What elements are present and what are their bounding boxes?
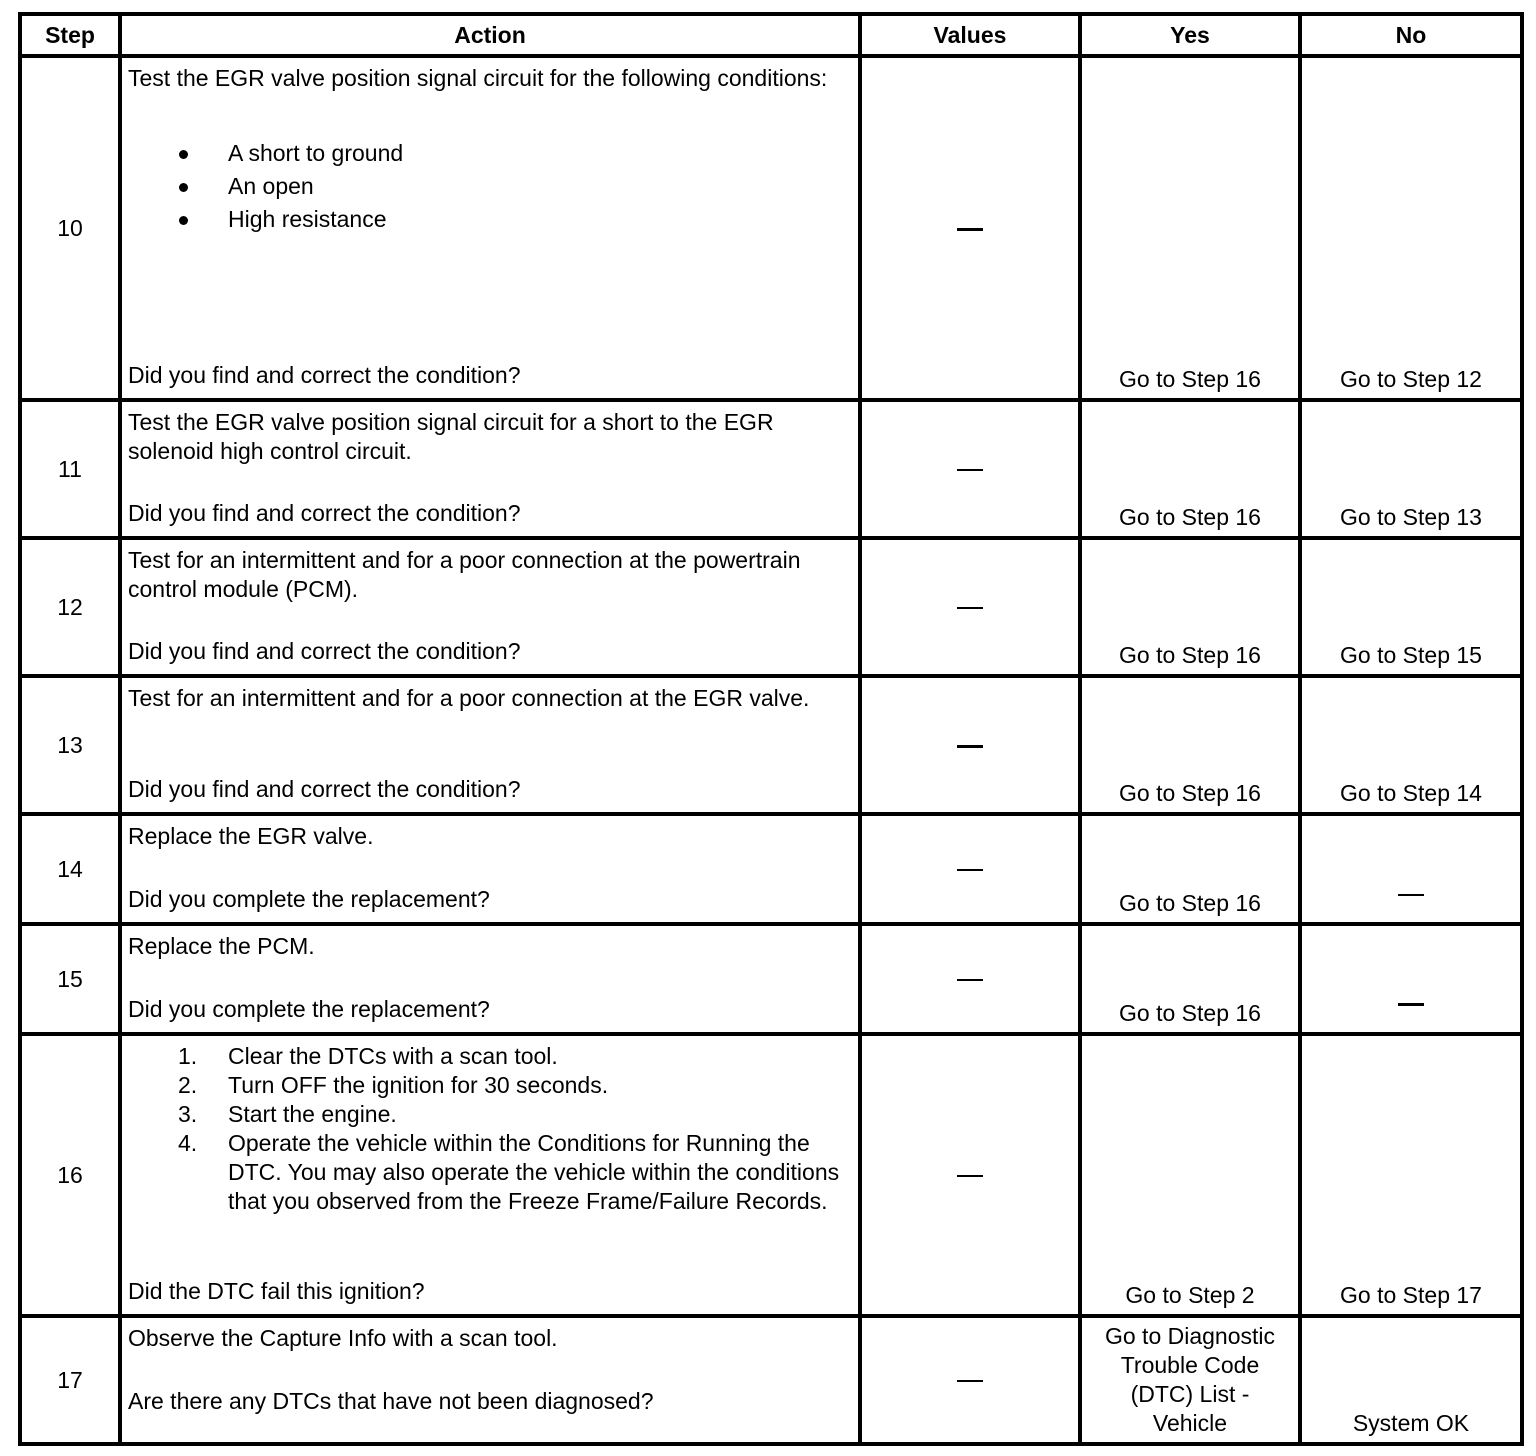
header-yes: Yes bbox=[1080, 14, 1300, 56]
no-link: Go to Step 17 bbox=[1340, 1282, 1482, 1308]
action-instruction: Replace the PCM. bbox=[128, 933, 315, 959]
action-cell bbox=[120, 814, 860, 924]
diagnostic-table bbox=[18, 12, 1524, 1446]
values-cell bbox=[860, 538, 1080, 676]
condition-list bbox=[128, 137, 848, 236]
list-item: 1. Clear the DTCs with a scan tool. bbox=[178, 1043, 558, 1069]
yes-cell bbox=[1080, 924, 1300, 1034]
yes-cell bbox=[1080, 538, 1300, 676]
action-instruction: Replace the EGR valve. bbox=[128, 823, 374, 849]
list-item: 4. Operate the vehicle within the Conditions for Running the DTC. You may also operate the vehicle within the conditions that you observed from the Freeze Frame/Failure Records. bbox=[178, 1130, 840, 1214]
no-cell bbox=[1300, 676, 1522, 814]
dash-value bbox=[957, 1380, 983, 1382]
yes-link: Go to Step 16 bbox=[1119, 780, 1261, 806]
dash-value bbox=[957, 607, 983, 609]
numbered-steps bbox=[128, 1042, 848, 1216]
step-number: 17 bbox=[20, 1316, 120, 1444]
dash-value bbox=[957, 869, 983, 871]
table-row bbox=[20, 56, 1522, 400]
values-cell bbox=[860, 400, 1080, 538]
list-item: 2. Turn OFF the ignition for 30 seconds. bbox=[178, 1072, 609, 1098]
yes-link: Go to Step 16 bbox=[1119, 1000, 1261, 1026]
no-cell bbox=[1300, 814, 1522, 924]
dash-value bbox=[1398, 894, 1424, 896]
yes-cell bbox=[1080, 400, 1300, 538]
table-row bbox=[20, 676, 1522, 814]
no-cell bbox=[1300, 56, 1522, 400]
step-number: 10 bbox=[20, 56, 120, 400]
dash-value bbox=[1398, 1003, 1424, 1006]
table-row bbox=[20, 924, 1522, 1034]
table-row bbox=[20, 538, 1522, 676]
dash-value bbox=[957, 469, 983, 471]
step-number: 11 bbox=[20, 400, 120, 538]
yes-link: Go to Step 16 bbox=[1119, 504, 1261, 530]
action-question: Did you complete the replacement? bbox=[128, 886, 490, 912]
step-number: 12 bbox=[20, 538, 120, 676]
step-number: 16 bbox=[20, 1034, 120, 1316]
dash-value bbox=[957, 979, 983, 981]
action-cell bbox=[120, 1316, 860, 1444]
no-link: System OK bbox=[1352, 1410, 1470, 1436]
yes-link: Go to Diagnostic Trouble Code (DTC) List - Vehicle bbox=[1104, 1323, 1276, 1436]
action-instruction: Test the EGR valve position signal circuit for a short to the EGR solenoid high control circuit. bbox=[128, 409, 774, 464]
yes-cell bbox=[1080, 1316, 1300, 1444]
table-row bbox=[20, 814, 1522, 924]
list-item: High resistance bbox=[128, 203, 848, 236]
list-item: 3. Start the engine. bbox=[178, 1101, 397, 1127]
yes-cell bbox=[1080, 814, 1300, 924]
no-link: Go to Step 12 bbox=[1340, 366, 1482, 392]
values-cell bbox=[860, 1034, 1080, 1316]
header-action: Action bbox=[120, 14, 860, 56]
values-cell bbox=[860, 1316, 1080, 1444]
table-row bbox=[20, 1034, 1522, 1316]
action-instruction: Test for an intermittent and for a poor connection at the EGR valve. bbox=[128, 685, 810, 711]
table-row bbox=[20, 1316, 1522, 1444]
no-link: Go to Step 13 bbox=[1340, 504, 1482, 530]
list-item: A short to ground bbox=[128, 137, 848, 170]
action-question: Did you find and correct the condition? bbox=[128, 500, 521, 526]
dash-value bbox=[957, 1175, 983, 1177]
header-step: Step bbox=[20, 14, 120, 56]
step-number: 14 bbox=[20, 814, 120, 924]
list-item: An open bbox=[128, 170, 848, 203]
dash-value bbox=[957, 745, 983, 748]
header-values: Values bbox=[860, 14, 1080, 56]
yes-cell bbox=[1080, 1034, 1300, 1316]
values-cell bbox=[860, 676, 1080, 814]
yes-link: Go to Step 2 bbox=[1125, 1282, 1255, 1308]
no-cell bbox=[1300, 1034, 1522, 1316]
action-question: Did you find and correct the condition? bbox=[128, 638, 521, 664]
no-link: Go to Step 15 bbox=[1340, 642, 1482, 668]
no-cell bbox=[1300, 924, 1522, 1034]
action-question: Did you find and correct the condition? bbox=[128, 776, 521, 802]
action-instruction: Test for an intermittent and for a poor connection at the powertrain control module (PCM). bbox=[128, 547, 801, 602]
action-cell bbox=[120, 400, 860, 538]
no-cell bbox=[1300, 400, 1522, 538]
yes-cell bbox=[1080, 676, 1300, 814]
action-question: Did you find and correct the condition? bbox=[128, 362, 521, 388]
action-question: Did you complete the replacement? bbox=[128, 996, 490, 1022]
action-cell bbox=[120, 924, 860, 1034]
no-link: Go to Step 14 bbox=[1340, 780, 1482, 806]
action-instruction: Test the EGR valve position signal circuit for the following conditions: bbox=[128, 65, 828, 91]
dash-value bbox=[957, 228, 983, 231]
action-cell bbox=[120, 56, 860, 400]
action-cell bbox=[120, 1034, 860, 1316]
action-instruction: Observe the Capture Info with a scan tool. bbox=[128, 1325, 558, 1351]
no-cell bbox=[1300, 1316, 1522, 1444]
step-number: 13 bbox=[20, 676, 120, 814]
step-number: 15 bbox=[20, 924, 120, 1034]
yes-link: Go to Step 16 bbox=[1119, 366, 1261, 392]
yes-cell bbox=[1080, 56, 1300, 400]
action-cell bbox=[120, 538, 860, 676]
header-row bbox=[20, 14, 1522, 56]
action-question: Are there any DTCs that have not been diagnosed? bbox=[128, 1388, 654, 1414]
values-cell bbox=[860, 814, 1080, 924]
action-question: Did the DTC fail this ignition? bbox=[128, 1278, 425, 1304]
yes-link: Go to Step 16 bbox=[1119, 642, 1261, 668]
header-no: No bbox=[1300, 14, 1522, 56]
yes-link: Go to Step 16 bbox=[1119, 890, 1261, 916]
action-cell bbox=[120, 676, 860, 814]
values-cell bbox=[860, 56, 1080, 400]
no-cell bbox=[1300, 538, 1522, 676]
table-row bbox=[20, 400, 1522, 538]
values-cell bbox=[860, 924, 1080, 1034]
